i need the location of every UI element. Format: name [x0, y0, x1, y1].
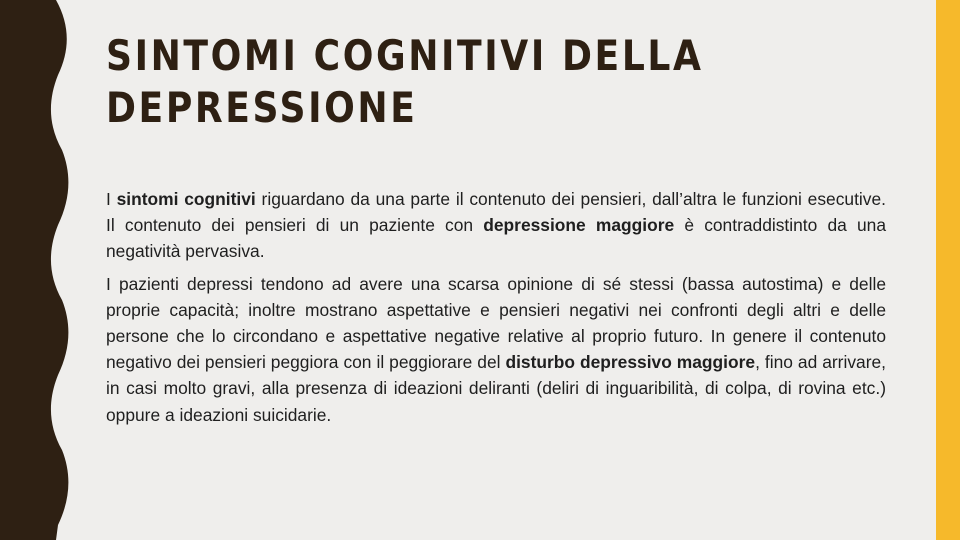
- title-line-2: DEPRESSIONE: [106, 83, 418, 132]
- p2-bold-1: disturbo depressivo maggiore: [505, 352, 756, 373]
- left-decorative-band: [0, 0, 80, 540]
- p1-bold-2: depressione maggiore: [483, 215, 675, 236]
- p1-text-2: riguardano da una parte il contenuto dei pensieri, dall’altra le funzioni esecutive. Il contenuto dei pensieri di un paziente con: [106, 189, 886, 236]
- paragraph-2: [106, 271, 886, 428]
- p1-bold-1: sintomi cognitivi: [116, 189, 256, 209]
- p2-text-2: , fino ad arrivare, in casi molto gravi, alla presenza di ideazioni deliranti (deliri di inguaribilità, di colpa, di rovina etc.) oppure a ideazioni suicidarie.: [106, 352, 886, 425]
- p1-text-3: è contraddistinto da una negatività pervasiva.: [106, 215, 887, 262]
- right-accent-bar: [936, 0, 960, 540]
- p2-text-1: I pazienti depressi tendono ad avere una scarsa opinione di sé stessi (bassa autostima) e delle proprie capacità; inoltre mostrano aspettative e pensieri negativi nei confronti degli altri e delle persone che lo circondano e aspettative negative relative al proprio futuro. In genere il contenuto negativo dei pensieri peggiora con il peggiorare del: [106, 273, 886, 373]
- p1-text-1: I: [106, 189, 117, 209]
- title-line-1: SINTOMI COGNITIVI DELLA: [106, 31, 704, 80]
- wavy-edge-shape: [0, 0, 68, 540]
- slide-body: [106, 186, 886, 434]
- slide-title: [106, 30, 708, 134]
- paragraph-1: [106, 186, 886, 265]
